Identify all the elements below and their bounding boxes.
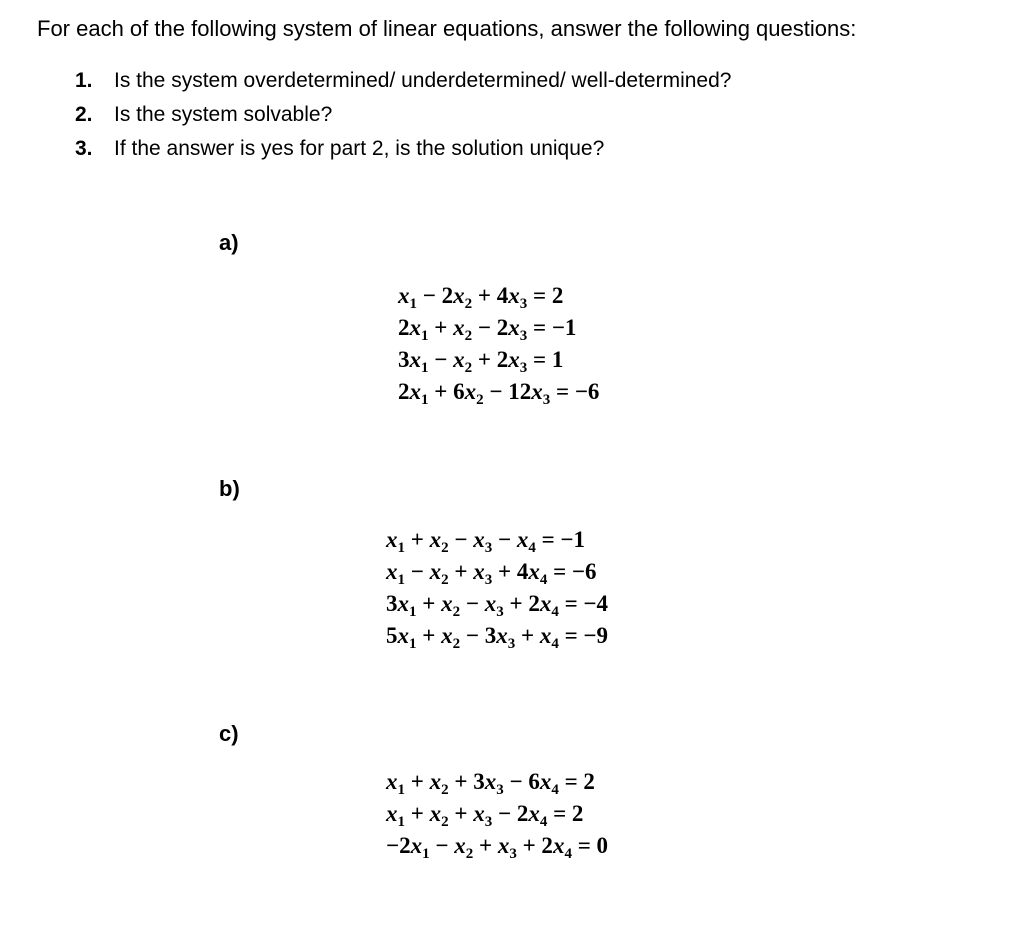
question-number: 2. [75,103,93,126]
question-text: If the answer is yes for part 2, is the solution unique? [114,137,605,160]
equation: $2x_1 + 6x_2 - 12x_3 = -6$ [398,379,600,408]
equation: $x_1 - x_2 + x_3 + 4x_4 = -6$ [386,559,597,588]
question-text: Is the system overdetermined/ underdetermined/ well-determined? [114,69,732,92]
question-item [75,64,731,98]
question-item [75,98,731,132]
equation: $2x_1 + x_2 - 2x_3 = -1$ [398,315,577,344]
part-label-b: b) [219,476,240,501]
equation: $5x_1 + x_2 - 3x_3 + x_4 = -9$ [386,623,609,652]
question-number: 1. [75,69,93,92]
equation: $-2x_1 - x_2 + x_3 + 2x_4 = 0$ [386,833,609,862]
equation-system-c [386,766,608,862]
question-text: Is the system solvable? [114,103,333,126]
equation: $3x_1 - x_2 + 2x_3 = 1$ [398,347,564,376]
question-list [75,64,731,166]
part-label-a: a) [219,230,239,255]
equation: $x_1 + x_2 - x_3 - x_4 = -1$ [386,527,586,556]
question-item [75,132,731,166]
equation-system-b [386,524,608,652]
equation: $3x_1 + x_2 - x_3 + 2x_4 = -4$ [386,591,609,620]
question-number: 3. [75,137,93,160]
equation: $x_1 + x_2 + x_3 - 2x_4 = 2$ [386,801,584,830]
part-label-c: c) [219,721,239,746]
equation: $x_1 + x_2 + 3x_3 - 6x_4 = 2$ [386,769,595,798]
intro-text: For each of the following system of linear equations, answer the following questions: [37,16,857,41]
equation: $x_1 - 2x_2 + 4x_3 = 2$ [398,283,564,312]
equation-system-a [398,280,599,408]
